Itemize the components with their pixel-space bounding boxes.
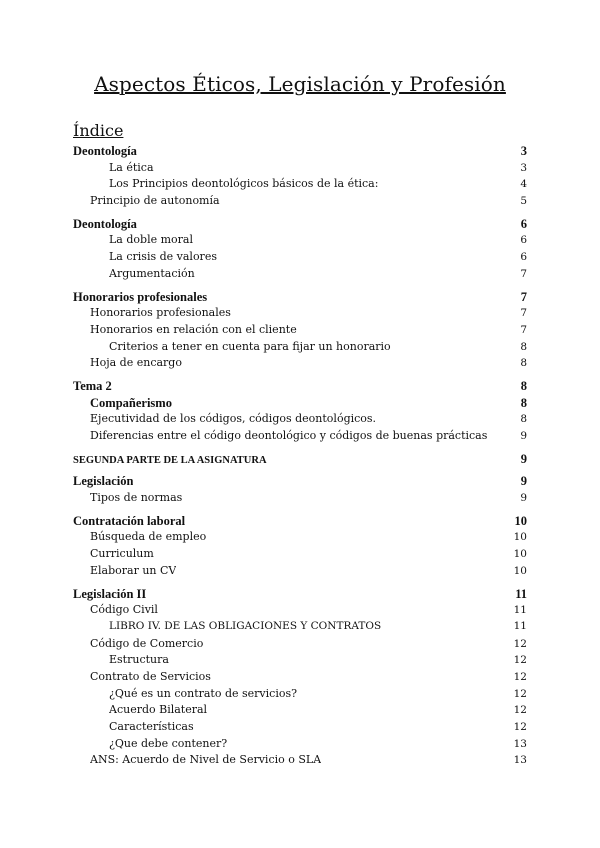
toc-section-entry[interactable] <box>73 290 527 307</box>
toc-entry[interactable] <box>73 161 527 178</box>
toc-entry-title: Tema 2 <box>73 378 112 393</box>
toc-entry[interactable] <box>73 306 527 323</box>
toc-entry-page: 8 <box>520 395 527 410</box>
toc-entry-page: 12 <box>513 721 527 733</box>
toc-entry-page: 9 <box>520 492 527 505</box>
toc-entry[interactable] <box>73 194 527 211</box>
toc-entry-title: Ejecutividad de los códigos, códigos deontológicos. <box>90 412 377 426</box>
toc-entry[interactable] <box>73 177 527 194</box>
toc-entry-title: La doble moral <box>109 233 193 247</box>
toc-entry-page: 3 <box>520 161 527 174</box>
toc-entry-page: 5 <box>520 195 527 208</box>
toc-entry-title: ¿Que debe contener? <box>109 736 228 750</box>
toc-entry-title: Código de Comercio <box>90 636 204 650</box>
toc-entry-page: 11 <box>513 619 527 632</box>
toc-entry-title: Características <box>109 720 194 733</box>
toc-entry-title: Los Principios deontológicos básicos de la ética: <box>109 177 379 191</box>
toc-entry-page: 12 <box>513 670 527 683</box>
toc-entry-title: Deontología <box>73 216 137 231</box>
toc-entry-title: ANS: Acuerdo de Nivel de Servicio o SLA <box>90 753 322 767</box>
toc-entry-page: 6 <box>520 234 527 247</box>
toc-entry[interactable] <box>73 653 527 670</box>
toc-entry-page: 13 <box>513 754 527 767</box>
toc-entry-title: Búsqueda de empleo <box>90 530 207 544</box>
table-of-contents <box>73 144 527 770</box>
toc-entry-title: Contratación laboral <box>73 513 186 528</box>
toc-entry[interactable] <box>73 356 527 373</box>
toc-entry-page: 3 <box>520 144 527 158</box>
toc-entry-page: 9 <box>520 430 527 442</box>
toc-entry-page: 8 <box>520 378 527 393</box>
toc-entry-page: 12 <box>513 687 527 700</box>
toc-entry-title: Acuerdo Bilateral <box>109 703 208 717</box>
toc-entry-page: 10 <box>514 513 527 528</box>
toc-entry[interactable] <box>73 620 527 637</box>
toc-section-entry[interactable] <box>73 474 527 491</box>
toc-entry-title: Estructura <box>109 653 169 667</box>
toc-entry-page: 7 <box>520 267 527 280</box>
toc-entry-page: 10 <box>513 564 527 577</box>
toc-section-entry[interactable] <box>73 379 527 396</box>
toc-entry-page: 11 <box>513 604 527 617</box>
toc-entry[interactable] <box>73 323 527 340</box>
toc-entry-title: Hoja de encargo <box>90 356 182 370</box>
toc-section-entry[interactable] <box>73 452 527 469</box>
toc-entry-page: 13 <box>513 737 527 750</box>
toc-entry[interactable] <box>73 637 527 654</box>
toc-entry-title: Contrato de Servicios <box>90 669 211 683</box>
toc-entry-title: Argumentación <box>109 266 195 280</box>
toc-entry-page: 8 <box>520 357 527 370</box>
toc-entry-page: 9 <box>520 474 527 489</box>
toc-entry-title: LIBRO IV. DE LAS OBLIGACIONES Y CONTRATOS <box>109 619 382 632</box>
toc-entry[interactable] <box>73 687 527 704</box>
toc-entry-title: Deontología <box>73 144 137 158</box>
toc-entry-page: 7 <box>520 289 527 304</box>
toc-entry-page: 8 <box>520 413 527 426</box>
toc-entry-page: 10 <box>513 548 527 561</box>
toc-entry[interactable] <box>73 267 527 284</box>
toc-entry-page: 10 <box>513 531 527 544</box>
toc-entry-title: La crisis de valores <box>109 250 217 264</box>
toc-entry-page: 12 <box>513 704 527 717</box>
toc-entry-page: 11 <box>515 586 527 601</box>
toc-entry-title: Principio de autonomía <box>90 194 220 208</box>
toc-entry[interactable] <box>73 250 527 267</box>
toc-entry-page: 12 <box>513 637 527 650</box>
toc-entry-title: Legislación II <box>73 586 147 601</box>
toc-entry-page: 8 <box>520 340 527 353</box>
toc-entry-title: Tipos de normas <box>90 491 183 505</box>
toc-entry-page: 7 <box>520 323 527 336</box>
toc-entry-title: Elaborar un CV <box>90 563 177 577</box>
toc-entry[interactable] <box>73 753 527 770</box>
toc-entry[interactable] <box>73 703 527 720</box>
toc-section-entry[interactable] <box>73 217 527 234</box>
toc-entry[interactable] <box>73 603 527 620</box>
toc-entry[interactable] <box>73 233 527 250</box>
toc-entry-page: 4 <box>520 178 527 191</box>
toc-entry-title: Honorarios en relación con el cliente <box>90 322 297 336</box>
toc-entry-title: Curriculum <box>90 547 154 561</box>
toc-entry-title: Honorarios profesionales <box>73 289 208 304</box>
toc-entry[interactable] <box>73 396 527 413</box>
toc-entry-title: Diferencias entre el código deontológico y códigos de buenas prácticas <box>90 429 488 442</box>
toc-entry-title: SEGUNDA PARTE DE LA ASIGNATURA <box>73 454 267 466</box>
toc-entry-title: Honorarios profesionales <box>90 306 231 320</box>
toc-entry-title: Criterios a tener en cuenta para fijar un honorario <box>109 339 391 353</box>
toc-entry-page: 6 <box>520 251 527 264</box>
toc-entry-page: 9 <box>520 451 527 466</box>
toc-entry[interactable] <box>73 720 527 737</box>
toc-entry[interactable] <box>73 737 527 754</box>
toc-entry-title: Compañerismo <box>90 395 172 410</box>
toc-section-entry[interactable] <box>73 144 527 161</box>
index-heading: Índice <box>73 121 124 140</box>
document-title: Aspectos Éticos, Legislación y Profesión <box>94 72 506 96</box>
toc-entry[interactable] <box>73 564 527 581</box>
toc-entry-page: 7 <box>520 307 527 320</box>
toc-entry[interactable] <box>73 412 527 429</box>
toc-entry-title: La ética <box>109 160 154 174</box>
toc-entry-title: Legislación <box>73 474 134 489</box>
toc-entry[interactable] <box>73 491 527 508</box>
toc-section-entry[interactable] <box>73 514 527 531</box>
toc-entry[interactable] <box>73 340 527 357</box>
toc-entry-page: 12 <box>513 654 527 667</box>
toc-entry[interactable] <box>73 670 527 687</box>
toc-section-entry[interactable] <box>73 587 527 604</box>
toc-entry-title: Código Civil <box>90 603 158 617</box>
toc-entry[interactable] <box>73 547 527 564</box>
toc-entry-title: ¿Qué es un contrato de servicios? <box>109 686 298 700</box>
toc-entry[interactable] <box>73 530 527 547</box>
toc-entry-page: 6 <box>520 216 527 231</box>
toc-entry[interactable] <box>73 429 527 446</box>
